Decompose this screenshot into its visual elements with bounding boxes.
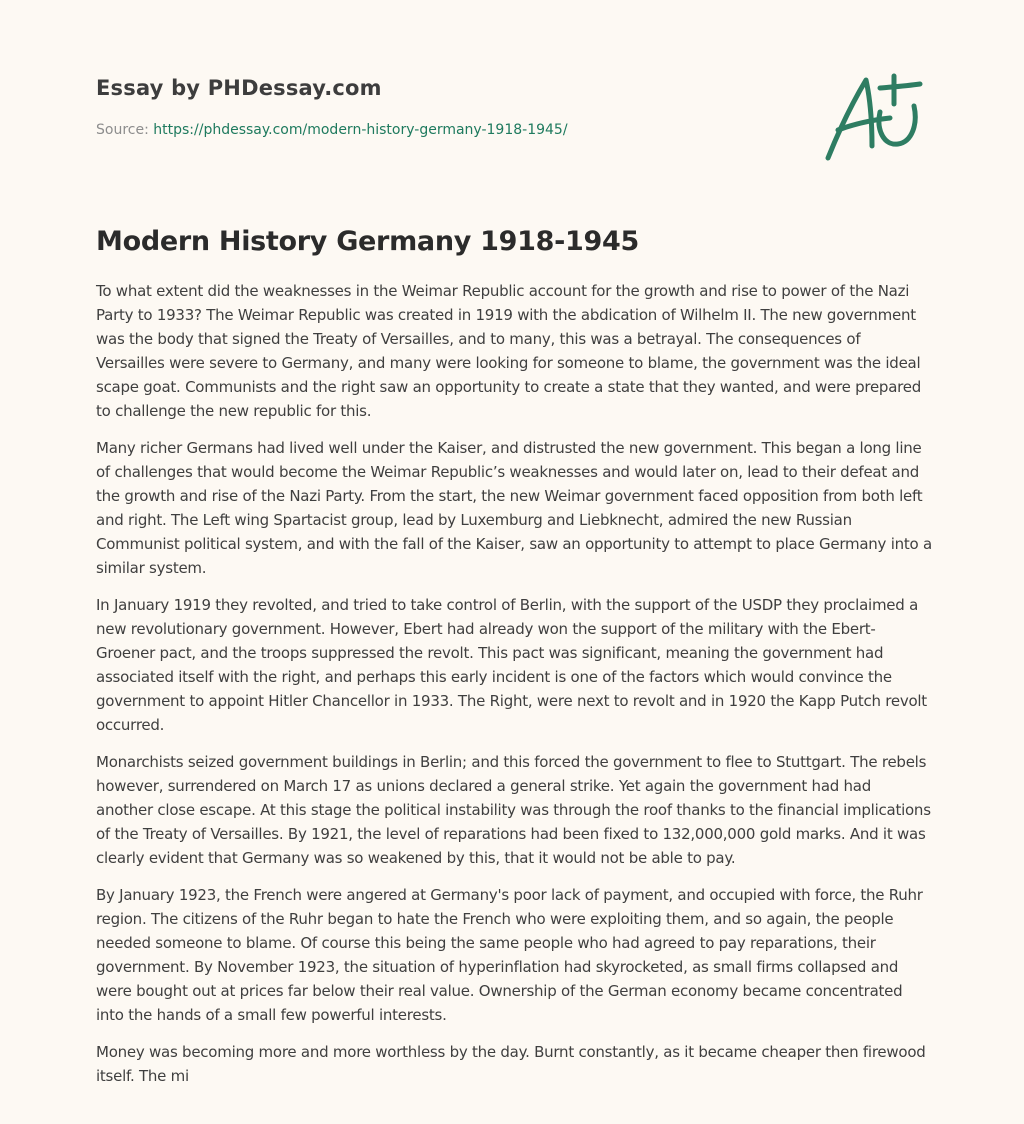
- essay-paragraph: By January 1923, the French were angered at Germany's poor lack of payment, and occupied with force, the Ruhr region. The citizens of the Ruhr began to hate the French who were exploiting them, and so again, the people needed someone to blame. Of course this being the same people who had agreed to pay reparations, their government. By November 1923, the situation of hyperinflation had skyrocketed, as small firms collapsed and were bought out at prices far below their real value. Ownership of the German economy became concentrated into the hands of a small few powerful interests.: [96, 886, 923, 1024]
- a-plus-grade-icon: [820, 68, 930, 164]
- source-link[interactable]: https://phdessay.com/modern-history-germany-1918-1945/: [153, 122, 568, 138]
- site-header: [96, 76, 796, 138]
- essay-paragraph: Many richer Germans had lived well under the Kaiser, and distrusted the new government. This began a long line of challenges that would become the Weimar Republic’s weaknesses and would later on, lead to their defeat and the growth and rise of the Nazi Party. From the start, the new Weimar government faced opposition from both left and right. The Left wing Spartacist group, lead by Luxemburg and Liebknecht, admired the new Russian Communist political system, and with the fall of the Kaiser, saw an opportunity to attempt to place Germany into a similar system.: [96, 439, 932, 577]
- essay-paragraph: In January 1919 they revolted, and tried to take control of Berlin, with the support of the USDP they proclaimed a new revolutionary government. However, Ebert had already won the support of the military with the Ebert-Groener pact, and the troops suppressed the revolt. This pact was significant, meaning the government had associated itself with the right, and perhaps this early incident is one of the factors which would convince the government to appoint Hitler Chancellor in 1933. The Right, were next to revolt and in 1920 the Kapp Putch revolt occurred.: [96, 596, 927, 734]
- essay-paragraph: To what extent did the weaknesses in the Weimar Republic account for the growth and rise to power of the Nazi Party to 1933? The Weimar Republic was created in 1919 with the abdication of Wilhelm II. The new government was the body that signed the Treaty of Versailles, and to many, this was a betrayal. The consequences of Versailles were severe to Germany, and many were looking for someone to blame, the government was the ideal scape goat. Communists and the right saw an opportunity to create a state that they wanted, and were prepared to challenge the new republic for this.: [96, 282, 921, 420]
- essay-article: [96, 226, 932, 1101]
- source-line: [96, 122, 796, 138]
- essay-title: Modern History Germany 1918-1945: [96, 226, 639, 257]
- essay-paragraph: Monarchists seized government buildings in Berlin; and this forced the government to flee to Stuttgart. The rebels however, surrendered on March 17 as unions declared a general strike. Yet again the government had had another close escape. At this stage the political instability was through the roof thanks to the financial implications of the Treaty of Versailles. By 1921, the level of reparations had been fixed to 132,000,000 gold marks. And it was clearly evident that Germany was so weakened by this, that it would not be able to pay.: [96, 753, 931, 867]
- site-title: Essay by PHDessay.com: [96, 76, 382, 100]
- source-label: Source:: [96, 122, 149, 138]
- essay-paragraph: Money was becoming more and more worthless by the day. Burnt constantly, as it became cheaper then firewood itself. The mi: [96, 1043, 926, 1085]
